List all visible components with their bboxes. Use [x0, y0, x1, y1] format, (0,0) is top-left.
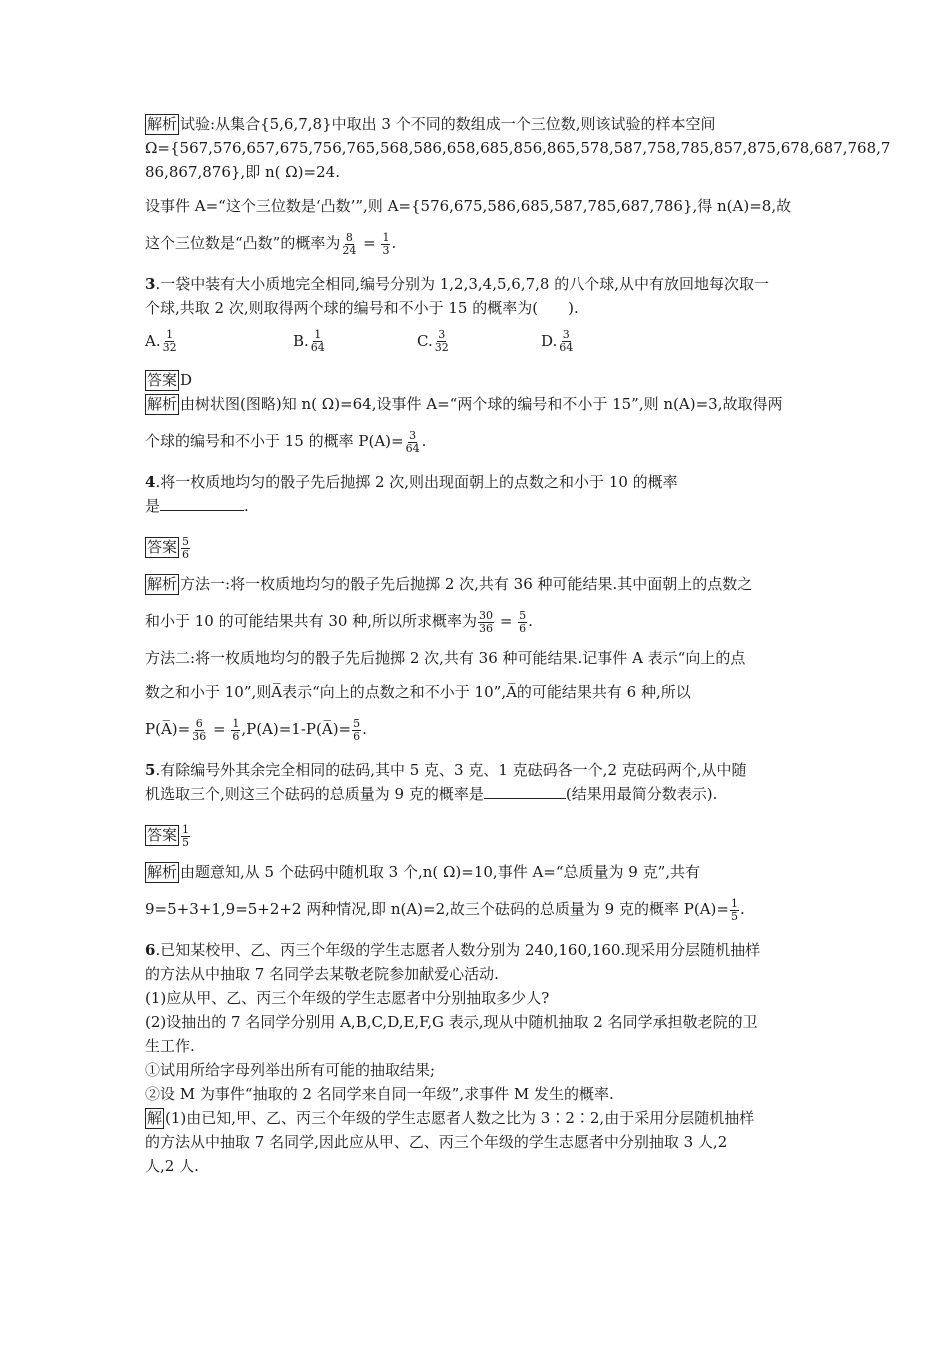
question-number: 3 — [145, 275, 156, 293]
q6-part-2: (2)设抽出的 7 名同学分别用 A,B,C,D,E,F,G 表示,现从中随机抽取 2 名同学承担敬老院的卫 — [145, 1013, 758, 1031]
q6-part-1: (1)应从甲、乙、丙三个年级的学生志愿者中分别抽取多少人? — [145, 989, 550, 1007]
analysis-tag: 解析 — [147, 863, 178, 881]
answer-blank — [160, 496, 244, 511]
q6-solution-2: 的方法从中抽取 7 名同学,因此应从甲、乙、丙三个年级的学生志愿者中分别抽取 3 人,2 — [145, 1133, 728, 1151]
answer-tag: 答案 — [147, 538, 178, 556]
fraction: $\frac{3}{64}$ — [405, 428, 420, 455]
q3-answer — [145, 368, 813, 392]
fraction: $\frac{1}{5}$ — [730, 896, 738, 923]
q6-solution-3: 人,2 人. — [145, 1157, 199, 1175]
question-number: 6 — [145, 941, 156, 959]
option-b: B. $\frac{1}{64}$ — [293, 327, 325, 354]
fraction: $\frac{1}{32}$ — [162, 327, 177, 354]
q6-solution-1: 解 (1)由已知,甲、乙、丙三个年级的学生志愿者人数之比为 3∶2∶2,由于采用分层随机抽样 — [147, 1109, 755, 1127]
solution-tag: 解 — [147, 1109, 163, 1127]
q4-method2-3: P(A̅)= $\frac{6}{36}$ = $\frac{1}{6}$ ,P(A)=1-P(A̅)= $\frac{5}{6}$ . — [145, 716, 367, 743]
p1-line-2: Ω={567,576,657,675,756,765,568,586,658,685,856,865,578,587,758,785,857,875,678,687,768,7 — [145, 139, 891, 157]
fraction: $\frac{5}{6}$ — [182, 534, 190, 561]
q4-analysis-2: 和小于 10 的可能结果共有 30 种,所以所求概率为 $\frac{30}{36}$ = $\frac{5}{6}$ . — [145, 608, 533, 635]
q5-analysis-2: 9=5+3+1,9=5+2+2 两种情况,即 n(A)=2,故三个砝码的总质量为 9 克的概率 P(A)= $\frac{1}{5}$ . — [145, 896, 745, 923]
q6-subpart-2: ②设 M 为事件“抽取的 2 名同学来自同一年级”,求事件 M 发生的概率. — [145, 1085, 614, 1103]
analysis-tag: 解析 — [147, 575, 178, 593]
answer-tag: 答案 — [147, 826, 178, 844]
q4-stem-1: 4.将一枚质地均匀的骰子先后抛掷 2 次,则出现面朝上的点数之和小于 10 的概率 — [145, 473, 678, 491]
p1-text-1: 试验:从集合{5,6,7,8}中取出 3 个不同的数组成一个三位数,则该试验的样本空间 — [180, 115, 716, 133]
q6-subpart-1: ①试用所给字母列举出所有可能的抽取结果; — [145, 1061, 436, 1079]
analysis-tag: 解析 — [147, 395, 178, 413]
equals-sign: = — [499, 612, 513, 630]
p1-line-3: 86,867,876},即 n( Ω)=24. — [145, 163, 340, 181]
fraction: $\frac{3}{64}$ — [559, 327, 574, 354]
fraction: $\frac{1}{3}$ — [382, 230, 390, 257]
p1-line-1 — [145, 112, 813, 136]
answer-blank — [484, 784, 566, 799]
fraction: $\frac{1}{64}$ — [310, 327, 325, 354]
question-number: 5 — [145, 761, 156, 779]
fraction: $\frac{3}{32}$ — [434, 327, 449, 354]
analysis-tag: 解析 — [147, 115, 178, 133]
option-c: C. $\frac{3}{32}$ — [417, 327, 449, 354]
option-a: A. $\frac{1}{32}$ — [145, 327, 177, 354]
document-page — [145, 112, 891, 1178]
equals-sign: = — [212, 720, 226, 738]
q3-options — [145, 324, 813, 358]
q4-answer — [145, 532, 813, 562]
fraction: $\frac{5}{6}$ — [519, 608, 527, 635]
q4-stem-2: 是 . — [145, 497, 249, 515]
question-number: 4 — [145, 473, 156, 491]
p1-line-5: 这个三位数是“凸数”的概率为 $\frac{8}{24}$ = $\frac{1}{3}$ . — [145, 230, 397, 257]
q4-method2-2: 数之和小于 10”,则A̅表示“向上的点数之和不小于 10”,A̅的可能结果共有 6 种,所以 — [145, 683, 691, 701]
equals-sign: = — [363, 234, 376, 252]
fraction: $\frac{8}{24}$ — [342, 230, 357, 257]
fraction: $\frac{5}{6}$ — [353, 716, 361, 743]
q3-stem-2: 个球,共取 2 次,则取得两个球的编号和不小于 15 的概率为( ). — [145, 299, 579, 317]
fraction: $\frac{6}{36}$ — [192, 716, 207, 743]
p1-line-4: 设事件 A=“这个三位数是‘凸数’”,则 A={576,675,586,685,587,785,687,786},得 n(A)=8,故 — [145, 197, 792, 215]
answer-value: D — [180, 371, 193, 389]
q4-analysis-1: 解析 方法一:将一枚质地均匀的骰子先后抛掷 2 次,共有 36 种可能结果.其中面朝上的点数之 — [147, 575, 753, 593]
q6-stem-2: 的方法从中抽取 7 名同学去某敬老院参加献爱心活动. — [145, 965, 499, 983]
q6-part-2-cont: 生工作. — [145, 1037, 195, 1055]
q5-stem-2: 机选取三个,则这三个砝码的总质量为 9 克的概率是 (结果用最简分数表示). — [145, 785, 718, 803]
q4-method2-1: 方法二:将一枚质地均匀的骰子先后抛掷 2 次,共有 36 种可能结果.记事件 A 表示“向上的点 — [145, 649, 746, 667]
option-d: D. $\frac{3}{64}$ — [541, 327, 574, 354]
fraction: $\frac{1}{5}$ — [182, 822, 190, 849]
q3-analysis-2: 个球的编号和不小于 15 的概率 P(A)= $\frac{3}{64}$ . — [145, 428, 427, 455]
q5-answer — [145, 820, 813, 850]
fraction: $\frac{1}{6}$ — [232, 716, 240, 743]
q3-stem-1: 3.一袋中装有大小质地完全相同,编号分别为 1,2,3,4,5,6,7,8 的八个球,从中有放回地每次取一 — [145, 275, 770, 293]
fraction: $\frac{30}{36}$ — [479, 608, 494, 635]
q5-stem-1: 5.有除编号外其余完全相同的砝码,其中 5 克、3 克、1 克砝码各一个,2 克砝码两个,从中随 — [145, 761, 747, 779]
p1-text-5: 这个三位数是“凸数”的概率为 — [145, 234, 341, 252]
q3-analysis-1: 解析 由树状图(图略)知 n( Ω)=64,设事件 A=“两个球的编号和不小于 15”,则 n(A)=3,故取得两 — [147, 395, 783, 413]
answer-tag: 答案 — [147, 371, 178, 389]
q6-stem-1: 6.已知某校甲、乙、丙三个年级的学生志愿者人数分别为 240,160,160.现采用分层随机抽样 — [145, 941, 761, 959]
q5-analysis-1: 解析 由题意知,从 5 个砝码中随机取 3 个,n( Ω)=10,事件 A=“总质量为 9 克”,共有 — [147, 863, 701, 881]
